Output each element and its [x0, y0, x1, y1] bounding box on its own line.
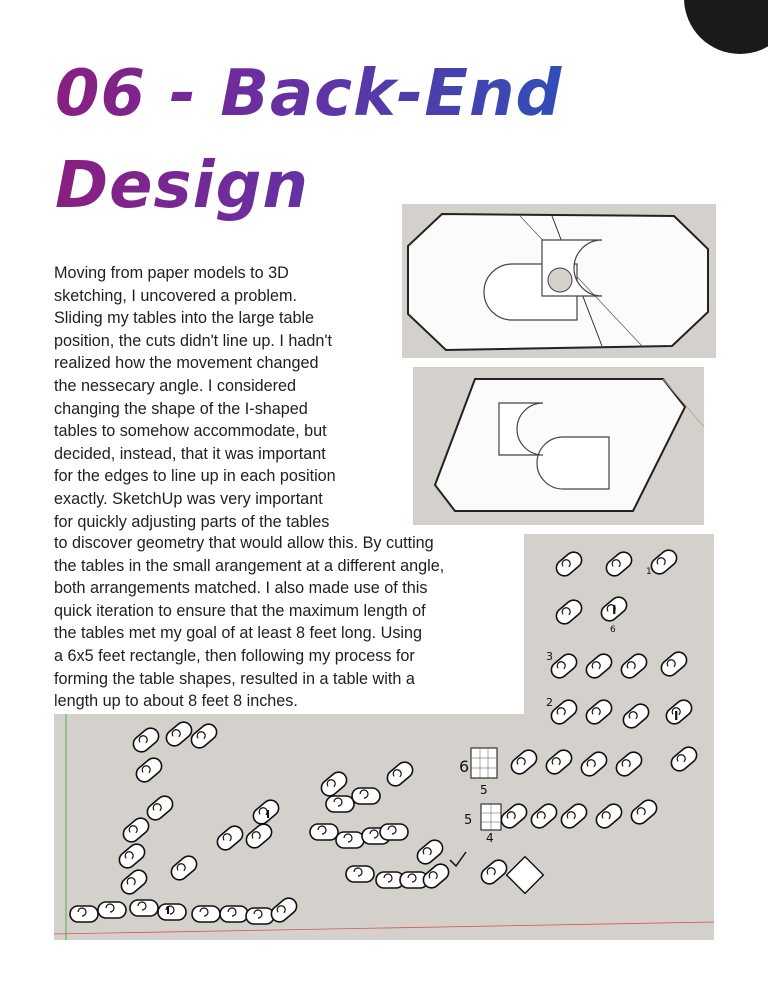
large-table-outline	[402, 204, 716, 358]
body-line: exactly. SketchUp was very important	[54, 489, 323, 508]
sketch-label-6: 6	[459, 757, 470, 776]
sketch-label-i-4: I	[166, 904, 171, 917]
sketch-label-6-small: 6	[610, 625, 616, 635]
sketch-label-i-3: I	[266, 808, 271, 821]
sketch-label-i-1: I	[612, 603, 617, 617]
body-line: Moving from paper models to 3D	[54, 264, 289, 282]
body-line: decided, instead, that it was important	[54, 444, 326, 463]
body-line: the tables met my goal of at least 8 feet long. Using	[54, 624, 423, 643]
render-large-arrangement	[402, 204, 716, 358]
small-table-outline	[413, 367, 704, 525]
body-line: for the edges to line up in each position	[54, 467, 336, 486]
render-small-arrangement	[413, 367, 704, 525]
body-line: Sliding my tables into the large table	[54, 309, 315, 328]
body-line: a 6x5 feet rectangle, then following my process for	[54, 646, 415, 665]
body-line: length up to about 8 feet 8 inches.	[54, 692, 298, 711]
body-line: for quickly adjusting parts of the tables	[54, 512, 330, 531]
body-line: realized how the movement changed	[54, 354, 319, 373]
body-line: tables to somehow accommodate, but	[54, 422, 327, 441]
sketch-label-4: 4	[486, 831, 494, 845]
body-line: both arrangements matched. I also made use of this	[54, 579, 428, 598]
title-line-1: 06 - Back-End	[55, 57, 563, 131]
body-line: forming the table shapes, resulted in a table with a	[54, 669, 415, 688]
body-line: changing the shape of the I-shaped	[54, 399, 308, 418]
body-line: the tables in the small arangement at a different angle,	[54, 556, 445, 575]
page-number-badge	[684, 0, 768, 54]
body-paragraph-bottom	[54, 532, 526, 713]
sketch-label-i-2: I	[674, 709, 679, 723]
sketch-label-5a: 5	[480, 783, 488, 797]
body-line: the nessecary angle. I considered	[54, 376, 297, 395]
sketch-label-3: 3	[546, 650, 553, 663]
title-line-2: Design	[55, 149, 309, 223]
sketch-label-2: 2	[546, 696, 553, 709]
sketch-label-5b: 5	[464, 813, 473, 828]
body-line: to discover geometry that would allow this. By cutting	[54, 534, 434, 552]
body-line: quick iteration to ensure that the maximum length of	[54, 601, 426, 620]
sketch-label-1: 1	[646, 567, 652, 577]
body-line: position, the cuts didn't line up. I hadn't	[54, 331, 332, 350]
body-paragraph-top	[54, 262, 394, 533]
body-line: sketching, I uncovered a problem.	[54, 286, 297, 305]
